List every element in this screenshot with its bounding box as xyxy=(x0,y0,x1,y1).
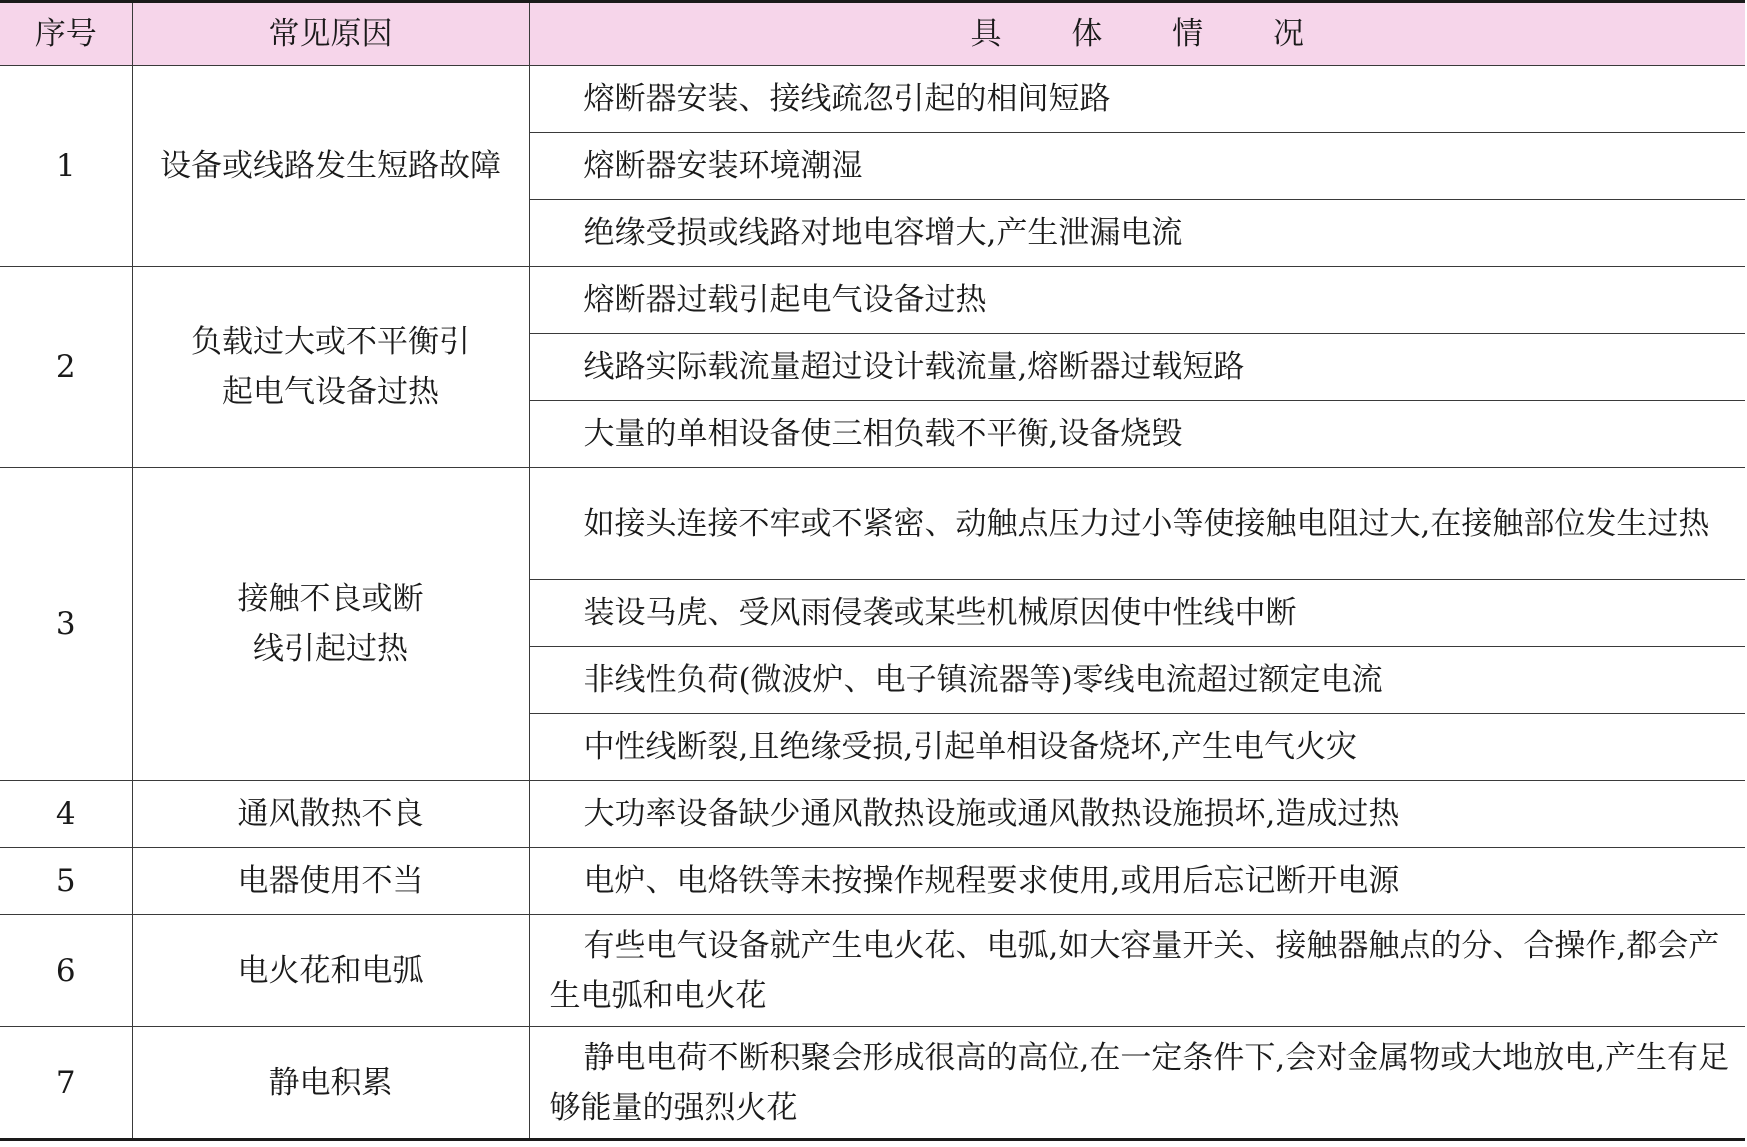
row-detail: 静电电荷不断积聚会形成很高的高位,在一定条件下,会对金属物或大地放电,产生有足够能量的强烈火花 xyxy=(529,1027,1745,1140)
row-index: 3 xyxy=(0,468,132,781)
row-detail: 大量的单相设备使三相负载不平衡,设备烧毁 xyxy=(529,401,1745,468)
table-row xyxy=(0,915,1745,1027)
row-index: 7 xyxy=(0,1027,132,1140)
table-header xyxy=(0,2,1745,66)
row-index: 6 xyxy=(0,915,132,1027)
header-row xyxy=(0,2,1745,66)
row-index: 1 xyxy=(0,66,132,267)
row-detail: 线路实际载流量超过设计载流量,熔断器过载短路 xyxy=(529,334,1745,401)
row-cause-line: 起电气设备过热 xyxy=(222,374,439,410)
table-row xyxy=(0,66,1745,133)
row-cause: 电器使用不当 xyxy=(132,848,529,915)
row-detail: 熔断器安装环境潮湿 xyxy=(529,133,1745,200)
row-detail: 绝缘受损或线路对地电容增大,产生泄漏电流 xyxy=(529,200,1745,267)
table-body xyxy=(0,66,1745,1140)
header-cause: 常见原因 xyxy=(132,2,529,66)
row-detail: 如接头连接不牢或不紧密、动触点压力过小等使接触电阻过大,在接触部位发生过热 xyxy=(529,468,1745,580)
row-cause xyxy=(132,267,529,468)
table-row xyxy=(0,1027,1745,1140)
row-index: 4 xyxy=(0,781,132,848)
row-cause-line: 负载过大或不平衡引 xyxy=(191,324,470,360)
table-row xyxy=(0,267,1745,334)
row-detail: 有些电气设备就产生电火花、电弧,如大容量开关、接触器触点的分、合操作,都会产生电弧和电火花 xyxy=(529,915,1745,1027)
row-detail: 大功率设备缺少通风散热设施或通风散热设施损坏,造成过热 xyxy=(529,781,1745,848)
table-row xyxy=(0,781,1745,848)
row-cause: 静电积累 xyxy=(132,1027,529,1140)
row-detail: 电炉、电烙铁等未按操作规程要求使用,或用后忘记断开电源 xyxy=(529,848,1745,915)
row-detail: 装设马虎、受风雨侵袭或某些机械原因使中性线中断 xyxy=(529,580,1745,647)
row-index: 2 xyxy=(0,267,132,468)
row-cause-line: 接触不良或断 xyxy=(237,581,424,617)
row-cause: 电火花和电弧 xyxy=(132,915,529,1027)
row-detail: 熔断器安装、接线疏忽引起的相间短路 xyxy=(529,66,1745,133)
table-row xyxy=(0,468,1745,580)
table-row xyxy=(0,848,1745,915)
row-detail: 熔断器过载引起电气设备过热 xyxy=(529,267,1745,334)
row-cause: 设备或线路发生短路故障 xyxy=(132,66,529,267)
row-index: 5 xyxy=(0,848,132,915)
header-detail: 具 体 情 况 xyxy=(529,2,1745,66)
row-cause xyxy=(132,468,529,781)
header-index: 序号 xyxy=(0,2,132,66)
row-cause-line: 线引起过热 xyxy=(253,631,408,667)
row-cause: 通风散热不良 xyxy=(132,781,529,848)
row-detail: 中性线断裂,且绝缘受损,引起单相设备烧坏,产生电气火灾 xyxy=(529,714,1745,781)
row-detail: 非线性负荷(微波炉、电子镇流器等)零线电流超过额定电流 xyxy=(529,647,1745,714)
